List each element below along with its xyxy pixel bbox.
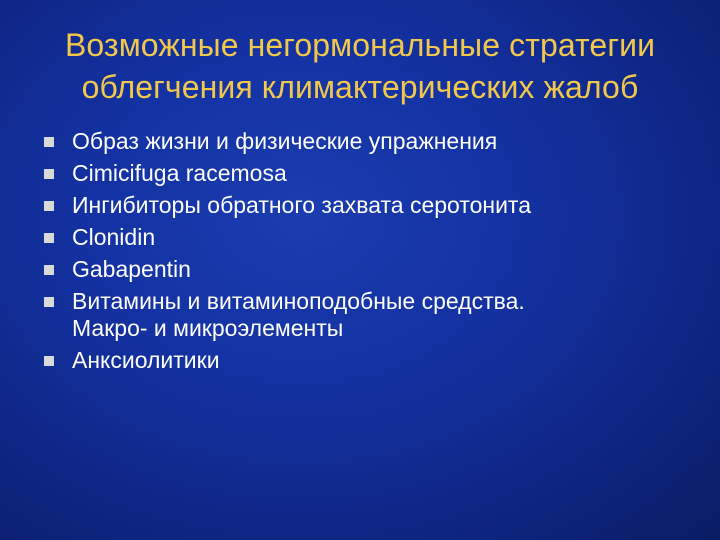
square-bullet-icon	[44, 137, 54, 147]
bullet-text: Cimicifuga racemosa	[72, 160, 287, 186]
bullet-text: Анксиолитики	[72, 347, 220, 373]
square-bullet-icon	[44, 201, 54, 211]
bullet-text: Ингибиторы обратного захвата серотонита	[72, 192, 532, 218]
bullet-item-cimicifuga	[42, 160, 692, 187]
square-bullet-icon	[44, 233, 54, 243]
bullet-item-vitamins	[42, 288, 692, 342]
slide-title-line-2: облегчения климактерических жалоб	[81, 69, 639, 105]
bullet-item-ssri	[42, 192, 692, 219]
square-bullet-icon	[44, 297, 54, 307]
bullet-item-anxiolytics	[42, 347, 692, 374]
bullet-item-clonidin	[42, 224, 692, 251]
bullet-text: Образ жизни и физические упражнения	[72, 128, 498, 154]
square-bullet-icon	[44, 169, 54, 179]
bullet-text-line-2: Макро- и микроэлементы	[72, 315, 344, 341]
bullet-item-gabapentin	[42, 256, 692, 283]
slide-title	[20, 24, 700, 108]
square-bullet-icon	[44, 356, 54, 366]
bullet-text: Clonidin	[72, 224, 156, 250]
bullet-item-lifestyle	[42, 128, 692, 155]
square-bullet-icon	[44, 265, 54, 275]
bullet-text: Gabapentin	[72, 256, 191, 282]
bullet-list	[42, 128, 692, 379]
bullet-text-line-1: Витамины и витаминоподобные средства.	[72, 288, 525, 314]
slide-title-line-1: Возможные негормональные стратегии	[64, 27, 656, 63]
